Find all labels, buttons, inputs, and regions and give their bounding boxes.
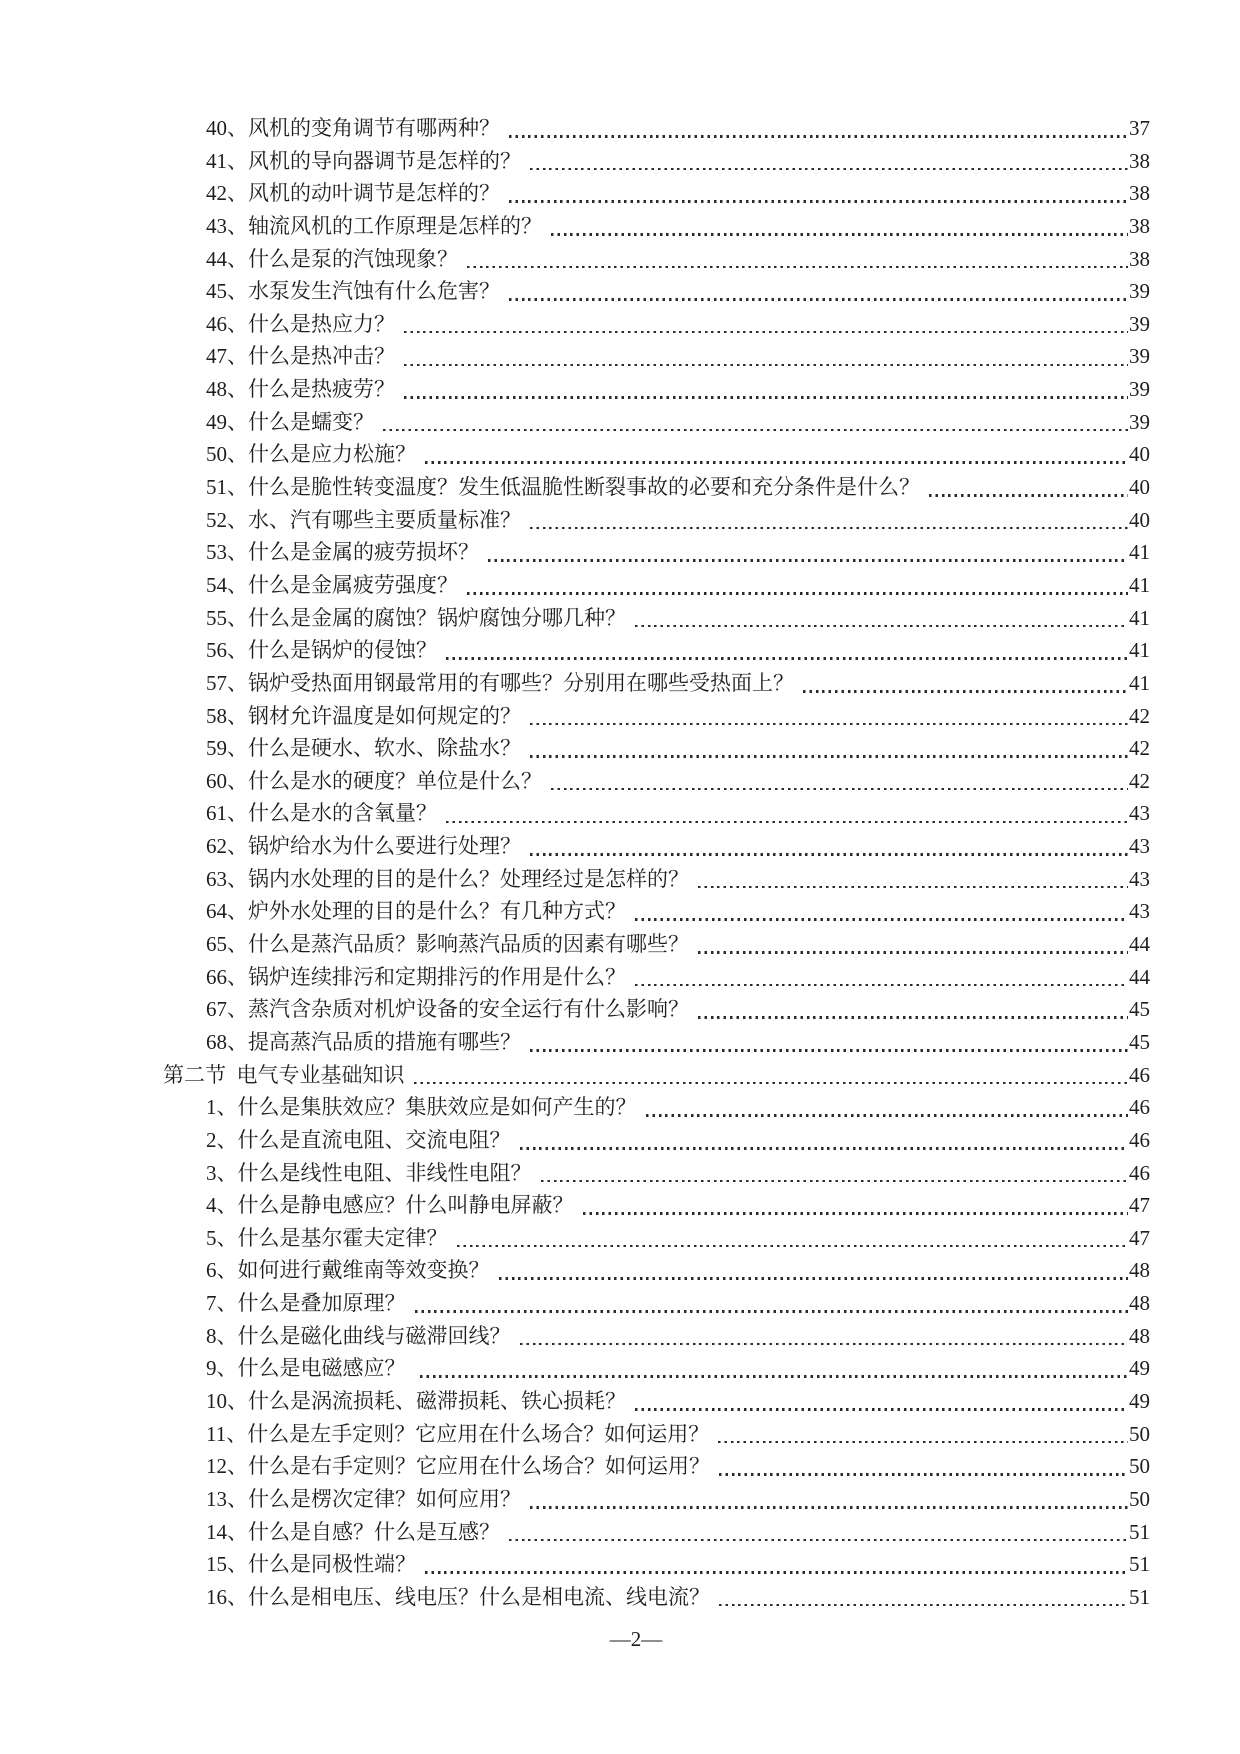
toc-entry (0, 602, 1240, 635)
toc-entry-page: 46 (1129, 1095, 1150, 1120)
toc-entry-page: 51 (1129, 1519, 1150, 1544)
toc-entry-label: 1、什么是集肤效应？集肤效应是如何产生的？ (206, 1095, 637, 1120)
toc-entry (0, 536, 1240, 569)
toc-entry-label: 66、锅炉连续排污和定期排污的作用是什么？ (206, 964, 626, 989)
toc-entry-page: 43 (1129, 866, 1150, 891)
dot-leader (404, 396, 1128, 399)
dot-leader (520, 1343, 1129, 1346)
dot-leader (530, 168, 1128, 171)
toc-entry (0, 438, 1240, 471)
toc-entry-page: 38 (1129, 148, 1150, 173)
dot-leader (530, 723, 1128, 726)
toc-entry-page: 43 (1129, 899, 1150, 924)
toc-entry-label: 4、什么是静电感应？什么叫静电屏蔽？ (206, 1193, 574, 1218)
dot-leader (467, 592, 1128, 595)
toc-entry (0, 1026, 1240, 1059)
dot-leader (698, 951, 1128, 954)
toc-entry-page: 44 (1129, 964, 1150, 989)
toc-entry (0, 504, 1240, 537)
toc-entry-label: 64、炉外水处理的目的是什么？有几种方式？ (206, 899, 626, 924)
dot-leader (635, 1408, 1128, 1411)
dot-leader (425, 1571, 1128, 1574)
toc-entry-label: 40、风机的变角调节有哪两种？ (206, 116, 500, 140)
toc-entry (0, 275, 1240, 308)
toc-entry-page: 41 (1129, 638, 1150, 663)
toc-entry-page: 49 (1129, 1356, 1150, 1381)
toc-entry (0, 145, 1240, 178)
dot-leader (420, 1375, 1128, 1378)
toc-entry-label: 45、水泵发生汽蚀有什么危害？ (206, 279, 500, 304)
toc-entry-label: 50、什么是应力松施？ (206, 442, 416, 467)
dot-leader (718, 1441, 1128, 1444)
toc-entry (0, 732, 1240, 765)
toc-entry-page: 41 (1129, 572, 1150, 597)
toc-entry-label: 5、什么是基尔霍夫定律？ (206, 1225, 448, 1250)
dot-leader (635, 625, 1128, 628)
dot-leader (698, 886, 1128, 889)
toc-entry-page: 45 (1129, 1029, 1150, 1054)
toc-entry-label: 9、什么是电磁感应？ (206, 1356, 411, 1381)
dot-leader (446, 657, 1128, 660)
toc-entry-label: 62、锅炉给水为什么要进行处理？ (206, 834, 521, 859)
page-footer (610, 1626, 663, 1652)
toc-entry-label: 6、如何进行戴维南等效变换？ (206, 1258, 490, 1283)
toc-entry-label: 59、什么是硬水、软水、除盐水？ (206, 736, 521, 761)
toc-entry-page: 41 (1129, 540, 1150, 565)
dot-leader (929, 494, 1128, 497)
toc-entry (0, 667, 1240, 700)
toc-entry (0, 243, 1240, 276)
dot-leader (488, 559, 1128, 562)
toc-entry (0, 112, 1240, 145)
dot-leader (467, 266, 1128, 269)
toc-entry-label: 60、什么是水的硬度？单位是什么？ (206, 768, 542, 793)
toc-entry (0, 1516, 1240, 1549)
toc-entry (0, 1222, 1240, 1255)
toc-entry (0, 1320, 1240, 1353)
toc-entry-label: 68、提高蒸汽品质的措施有哪些？ (206, 1029, 521, 1054)
toc-entry (0, 863, 1240, 896)
toc-entry-page: 49 (1129, 1388, 1150, 1413)
dot-leader (646, 1114, 1129, 1117)
dot-leader (719, 1473, 1128, 1476)
toc-entry-page: 51 (1129, 1552, 1150, 1577)
dot-leader (425, 461, 1128, 464)
toc-entry-page: 46 (1129, 1160, 1150, 1185)
dot-leader (803, 690, 1128, 693)
toc-entry-page: 50 (1129, 1486, 1150, 1511)
toc-entry-label: 15、什么是同极性端？ (206, 1552, 416, 1577)
dot-leader (509, 1539, 1128, 1542)
dot-leader (698, 1016, 1128, 1019)
dot-leader (530, 755, 1128, 758)
toc-entry-page: 37 (1129, 116, 1150, 140)
dot-leader (404, 331, 1128, 334)
toc-entry (0, 961, 1240, 994)
toc-entry-page: 41 (1129, 605, 1150, 630)
toc-entry-page: 42 (1129, 768, 1150, 793)
dot-leader (530, 1049, 1128, 1052)
toc-entry-page: 41 (1129, 670, 1150, 695)
toc-entry-page: 38 (1129, 181, 1150, 206)
dot-leader (383, 429, 1128, 432)
toc-entry (0, 765, 1240, 798)
toc-entry-page: 42 (1129, 703, 1150, 728)
toc-entry-page: 38 (1129, 246, 1150, 271)
toc-entry-label: 55、什么是金属的腐蚀？锅炉腐蚀分哪几种？ (206, 605, 626, 630)
toc-entry-label: 46、什么是热应力？ (206, 311, 395, 336)
toc-entry-label: 42、风机的动叶调节是怎样的？ (206, 181, 500, 206)
dot-leader (404, 364, 1128, 367)
toc-entry-page: 48 (1129, 1323, 1150, 1348)
dot-leader (530, 527, 1128, 530)
toc-entry (0, 1483, 1240, 1516)
toc-entry-label: 47、什么是热冲击？ (206, 344, 395, 369)
dot-leader (551, 788, 1128, 791)
toc-entry-label: 57、锅炉受热面用钢最常用的有哪些？分别用在哪些受热面上？ (206, 670, 794, 695)
dot-leader (457, 1245, 1129, 1248)
toc-entry-page: 40 (1129, 507, 1150, 532)
toc-entry (0, 1418, 1240, 1451)
toc-entry (0, 1385, 1240, 1418)
toc-entry (0, 797, 1240, 830)
toc-entry (0, 895, 1240, 928)
toc-entry (0, 1189, 1240, 1222)
toc-entry (0, 830, 1240, 863)
toc-entry-label: 61、什么是水的含氧量？ (206, 801, 437, 826)
toc-entry-label: 51、什么是脆性转变温度？发生低温脆性断裂事故的必要和充分条件是什么？ (206, 475, 920, 500)
toc-entry-page: 44 (1129, 932, 1150, 957)
dot-leader (414, 1082, 1129, 1085)
toc-entry (0, 1254, 1240, 1287)
toc-entry-page: 39 (1129, 279, 1150, 304)
toc-entry-label: 48、什么是热疲劳？ (206, 377, 395, 402)
toc-entry (0, 1157, 1240, 1190)
toc-entry-label: 52、水、汽有哪些主要质量标准？ (206, 507, 521, 532)
toc-entry-label: 16、什么是相电压、线电压？什么是相电流、线电流？ (206, 1584, 710, 1609)
toc-entry-label: 11、什么是左手定则？它应用在什么场合？如何运用？ (206, 1421, 710, 1446)
dot-leader (635, 984, 1128, 987)
dot-leader (509, 298, 1128, 301)
dot-leader (520, 1147, 1129, 1150)
dot-leader (509, 135, 1128, 138)
toc-entry (0, 1059, 1240, 1092)
toc-entry (0, 373, 1240, 406)
toc-entry-page: 38 (1129, 213, 1150, 238)
toc-entry-page: 50 (1129, 1421, 1150, 1446)
page-number: —2— (609, 1627, 663, 1651)
toc-entry-page: 40 (1129, 442, 1150, 467)
dot-leader (541, 1180, 1129, 1183)
toc-entry-page: 46 (1129, 1127, 1150, 1152)
dot-leader (719, 1604, 1128, 1607)
dot-leader (530, 853, 1128, 856)
dot-leader (530, 1506, 1128, 1509)
toc-entry-page: 43 (1129, 834, 1150, 859)
toc-entry-label: 12、什么是右手定则？它应用在什么场合？如何运用？ (206, 1454, 710, 1479)
toc-entry (0, 928, 1240, 961)
toc-entry-label: 53、什么是金属的疲劳损坏？ (206, 540, 479, 565)
toc-entry (0, 1287, 1240, 1320)
toc-entry-label: 2、什么是直流电阻、交流电阻？ (206, 1127, 511, 1152)
toc-entry (0, 700, 1240, 733)
toc-entry-label: 56、什么是锅炉的侵蚀？ (206, 638, 437, 663)
toc-entry-label: 67、蒸汽含杂质对机炉设备的安全运行有什么影响？ (206, 997, 689, 1022)
toc-entry (0, 1548, 1240, 1581)
toc-entry (0, 1091, 1240, 1124)
toc-entry-page: 39 (1129, 377, 1150, 402)
toc-entry-page: 42 (1129, 736, 1150, 761)
toc-entry (0, 210, 1240, 243)
toc-list (0, 112, 1240, 1613)
toc-entry-page: 45 (1129, 997, 1150, 1022)
toc-entry-page: 48 (1129, 1291, 1150, 1316)
toc-entry-label: 第二节 电气专业基础知识 (163, 1062, 405, 1087)
toc-entry (0, 1581, 1240, 1614)
toc-entry-page: 39 (1129, 311, 1150, 336)
toc-entry (0, 1352, 1240, 1385)
toc-entry-label: 65、什么是蒸汽品质？影响蒸汽品质的因素有哪些？ (206, 932, 689, 957)
toc-entry (0, 471, 1240, 504)
toc-entry (0, 308, 1240, 341)
toc-entry-page: 51 (1129, 1584, 1150, 1609)
toc-entry (0, 340, 1240, 373)
toc-entry-label: 41、风机的导向器调节是怎样的？ (206, 148, 521, 173)
toc-entry-page: 47 (1129, 1193, 1150, 1218)
toc-entry-page: 48 (1129, 1258, 1150, 1283)
toc-entry (0, 177, 1240, 210)
toc-entry-page: 39 (1129, 344, 1150, 369)
toc-entry-label: 14、什么是自感？什么是互感？ (206, 1519, 500, 1544)
toc-entry-label: 58、钢材允许温度是如何规定的？ (206, 703, 521, 728)
toc-entry (0, 569, 1240, 602)
toc-entry-page: 39 (1129, 409, 1150, 434)
dot-leader (583, 1212, 1129, 1215)
toc-entry-label: 63、锅内水处理的目的是什么？处理经过是怎样的？ (206, 866, 689, 891)
toc-entry-label: 8、什么是磁化曲线与磁滞回线？ (206, 1323, 511, 1348)
toc-entry-label: 13、什么是楞次定律？如何应用？ (206, 1486, 521, 1511)
toc-entry (0, 1124, 1240, 1157)
toc-entry-label: 49、什么是蠕变？ (206, 409, 374, 434)
dot-leader (446, 821, 1128, 824)
toc-entry (0, 1450, 1240, 1483)
toc-entry-page: 50 (1129, 1454, 1150, 1479)
toc-entry-page: 46 (1129, 1062, 1150, 1087)
toc-entry (0, 634, 1240, 667)
toc-entry-label: 44、什么是泵的汽蚀现象？ (206, 246, 458, 271)
toc-entry-label: 7、什么是叠加原理？ (206, 1291, 406, 1316)
dot-leader (415, 1310, 1129, 1313)
toc-entry-label: 3、什么是线性电阻、非线性电阻？ (206, 1160, 532, 1185)
toc-entry-label: 10、什么是涡流损耗、磁滞损耗、铁心损耗？ (206, 1388, 626, 1413)
toc-entry (0, 406, 1240, 439)
toc-entry-label: 54、什么是金属疲劳强度？ (206, 572, 458, 597)
dot-leader (499, 1277, 1129, 1280)
toc-entry-label: 43、轴流风机的工作原理是怎样的？ (206, 213, 542, 238)
dot-leader (509, 200, 1128, 203)
toc-entry-page: 47 (1129, 1225, 1150, 1250)
toc-entry-page: 40 (1129, 475, 1150, 500)
dot-leader (635, 918, 1128, 921)
toc-entry-page: 43 (1129, 801, 1150, 826)
dot-leader (551, 233, 1128, 236)
toc-entry (0, 993, 1240, 1026)
